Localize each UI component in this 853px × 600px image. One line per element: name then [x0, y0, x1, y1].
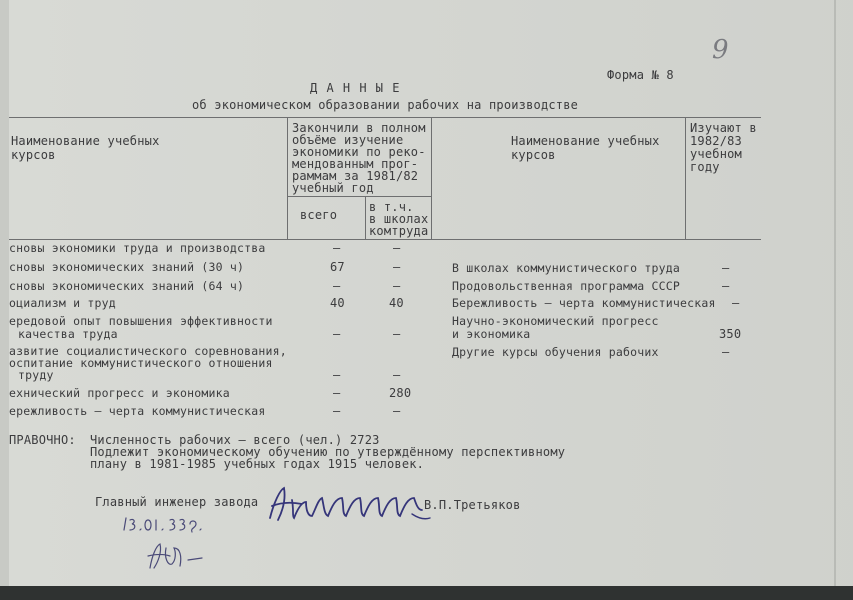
left-row-3-schools: – [393, 279, 401, 293]
study-header-1: Изучают в [690, 121, 757, 135]
header-bottom-border [9, 239, 761, 240]
left-row-4-name: оциализм и труд [9, 296, 116, 310]
right-course-header-1: Наименование учебных [511, 134, 660, 148]
note-line-1: Численность рабочих – всего (чел.) 2723 [90, 433, 380, 447]
right-row-3-name: Бережливость – черта коммунистическая [452, 296, 716, 310]
handwritten-page-number: 9 [712, 35, 729, 65]
right-row-2-name: Продовольственная программа СССР [452, 279, 680, 293]
right-row-3-value: – [732, 296, 740, 310]
right-row-4-value: 350 [719, 327, 742, 341]
handwritten-signature [262, 480, 437, 528]
note-line-3: плану в 1981-1985 учебных годах 1915 человек. [90, 457, 425, 471]
page-left-edge [0, 0, 9, 586]
left-row-6-total: – [333, 368, 341, 382]
left-row-6-name: азвитие социалистического соревнования, [9, 344, 287, 358]
left-row-7-name: ехнический прогресс и экономика [9, 386, 230, 400]
left-row-3-name: сновы экономических знаний (64 ч) [9, 279, 245, 293]
left-row-2-name: сновы экономических знаний (30 ч) [9, 260, 245, 274]
left-row-7-total: – [333, 386, 341, 400]
completed-header-3: экономики по реко- [292, 145, 426, 159]
left-row-6-name-2: оспитание коммунистического отношения [9, 356, 273, 370]
left-row-3-total: – [333, 279, 341, 293]
subheader-schools-3: комтруда [369, 224, 429, 238]
left-course-header-1: Наименование учебных [11, 134, 160, 148]
completed-header-2: объёме изучение [292, 133, 404, 147]
subheader-total: всего [300, 208, 338, 222]
note-line-2: Подлежит экономическому обучению по утверждённому перспективному [90, 445, 566, 459]
study-header-2: 1982/83 [690, 134, 742, 148]
study-header-3: учебном [690, 147, 742, 161]
table-divider-3 [685, 117, 686, 239]
left-row-2-schools: – [393, 260, 401, 274]
left-row-5-schools: – [393, 327, 401, 341]
left-row-4-total: 40 [330, 296, 345, 310]
left-row-6-schools: – [393, 368, 401, 382]
subheader-line [288, 196, 431, 197]
signature-name: В.П.Третьяков [424, 498, 521, 512]
left-course-header-2: курсов [11, 148, 56, 162]
subheader-schools-2: в школах [369, 212, 429, 226]
left-row-8-total: – [333, 404, 341, 418]
subheader-schools-1: в т.ч. [369, 200, 414, 214]
document-subtitle: об экономическом образовании рабочих на производстве [192, 98, 579, 112]
completed-header-6: учебный год [292, 181, 374, 195]
left-row-5-name-2: качества труда [18, 327, 118, 341]
right-row-5-name: Другие курсы обучения рабочих [452, 345, 659, 359]
left-row-6-name-3: труду [18, 368, 54, 382]
right-course-header-2: курсов [511, 148, 556, 162]
table-top-border [9, 117, 761, 118]
completed-header-5: раммам за 1981/82 [292, 169, 419, 183]
right-row-5-value: – [722, 345, 730, 359]
document-title: Д А Н Н Ы Е [310, 81, 401, 95]
signature-role: Главный инженер завода [95, 495, 259, 509]
table-divider-2 [431, 117, 432, 239]
study-header-4: году [690, 160, 720, 174]
right-row-4-name: Научно-экономический прогресс [452, 314, 659, 328]
right-row-2-value: – [722, 279, 730, 293]
left-row-7-schools: 280 [389, 386, 412, 400]
note-label: ПРАВОЧНО: [9, 433, 76, 447]
form-number: Форма № 8 [607, 68, 674, 82]
left-row-4-schools: 40 [389, 296, 404, 310]
page-fold [834, 0, 836, 586]
scan-bottom-edge [0, 586, 853, 600]
right-row-1-name: В школах коммунистического труда [452, 261, 680, 275]
left-row-1-total: – [333, 241, 341, 255]
left-row-2-total: 67 [330, 260, 345, 274]
completed-header-4: мендованным прог- [292, 157, 419, 171]
left-row-5-name: ередовой опыт повышения эффективности [9, 314, 273, 328]
right-row-1-value: – [722, 261, 730, 275]
left-row-8-name: ережливость – черта коммунистическая [9, 404, 266, 418]
handwritten-date-note [120, 512, 235, 574]
table-divider-1 [287, 117, 288, 239]
left-row-1-name: сновы экономики труда и производства [9, 241, 266, 255]
left-row-1-schools: – [393, 241, 401, 255]
subheader-divider [365, 196, 366, 239]
left-row-8-schools: – [393, 404, 401, 418]
right-row-4-name-2: и экономика [452, 327, 531, 341]
completed-header-1: Закончили в полном [292, 121, 426, 135]
left-row-5-total: – [333, 327, 341, 341]
